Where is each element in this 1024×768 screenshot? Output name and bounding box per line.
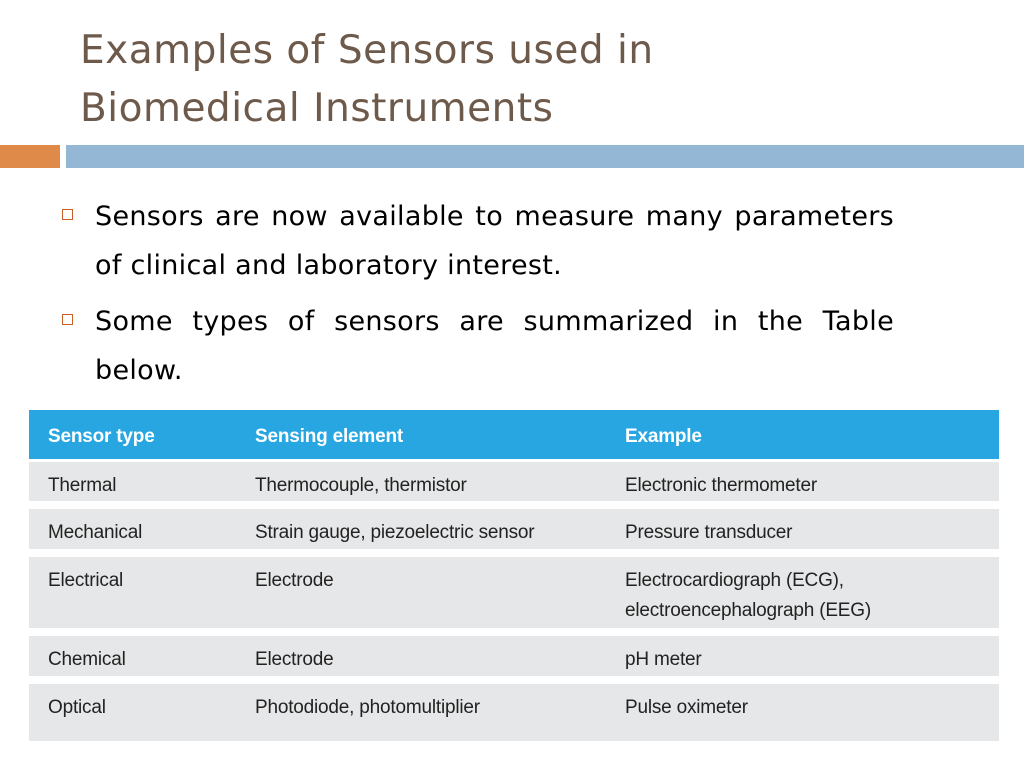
title-divider-orange-accent: [0, 145, 60, 168]
square-bullet-icon: [62, 314, 73, 325]
bullet-text: Some types of sensors are summarized in the Table below.: [95, 306, 894, 386]
cell-example: [625, 462, 995, 501]
cell-sensing-element: Electrode: [255, 649, 334, 670]
cell-sensing-element: Photodiode, photomultiplier: [255, 697, 480, 718]
table-row: [29, 684, 999, 741]
table-row: [29, 462, 999, 501]
slide-title: [80, 22, 980, 138]
cell-example: [625, 557, 995, 626]
bullet-text: Sensors are now available to measure many parameters of clinical and laboratory interest.: [95, 201, 894, 281]
table-row: [29, 509, 999, 549]
bullet-item: [62, 192, 894, 290]
cell-example-line: Pressure transducer: [625, 522, 793, 543]
table-row: [29, 557, 999, 628]
title-line-1: Examples of Sensors used in: [80, 28, 654, 73]
table-header-row: [29, 410, 999, 459]
cell-sensor-type: Chemical: [48, 649, 126, 670]
bullet-list: [62, 192, 894, 402]
cell-example-line: Electrocardiograph (ECG),: [625, 570, 844, 591]
cell-sensor-type: Mechanical: [48, 522, 143, 543]
bullet-item: [62, 297, 894, 395]
cell-example-line: electroencephalograph (EEG): [625, 600, 871, 621]
cell-example: [625, 684, 995, 723]
title-divider-blue-bar: [66, 145, 1024, 168]
cell-example: [625, 636, 995, 675]
cell-sensor-type: Thermal: [48, 475, 117, 496]
cell-sensor-type: Optical: [48, 697, 106, 718]
cell-example-line: pH meter: [625, 649, 702, 670]
sensor-table: [29, 410, 999, 741]
cell-sensor-type: Electrical: [48, 570, 124, 591]
header-sensing-element: Sensing element: [255, 426, 403, 447]
header-example: Example: [625, 426, 702, 447]
cell-sensing-element: Electrode: [255, 570, 334, 591]
title-line-2: Biomedical Instruments: [80, 86, 554, 131]
cell-example: [625, 509, 995, 548]
header-sensor-type: Sensor type: [48, 426, 155, 447]
cell-sensing-element: Strain gauge, piezoelectric sensor: [255, 522, 535, 543]
cell-sensing-element: Thermocouple, thermistor: [255, 475, 467, 496]
cell-example-line: Pulse oximeter: [625, 697, 748, 718]
table-row: [29, 636, 999, 676]
cell-example-line: Electronic thermometer: [625, 475, 818, 496]
square-bullet-icon: [62, 209, 73, 220]
